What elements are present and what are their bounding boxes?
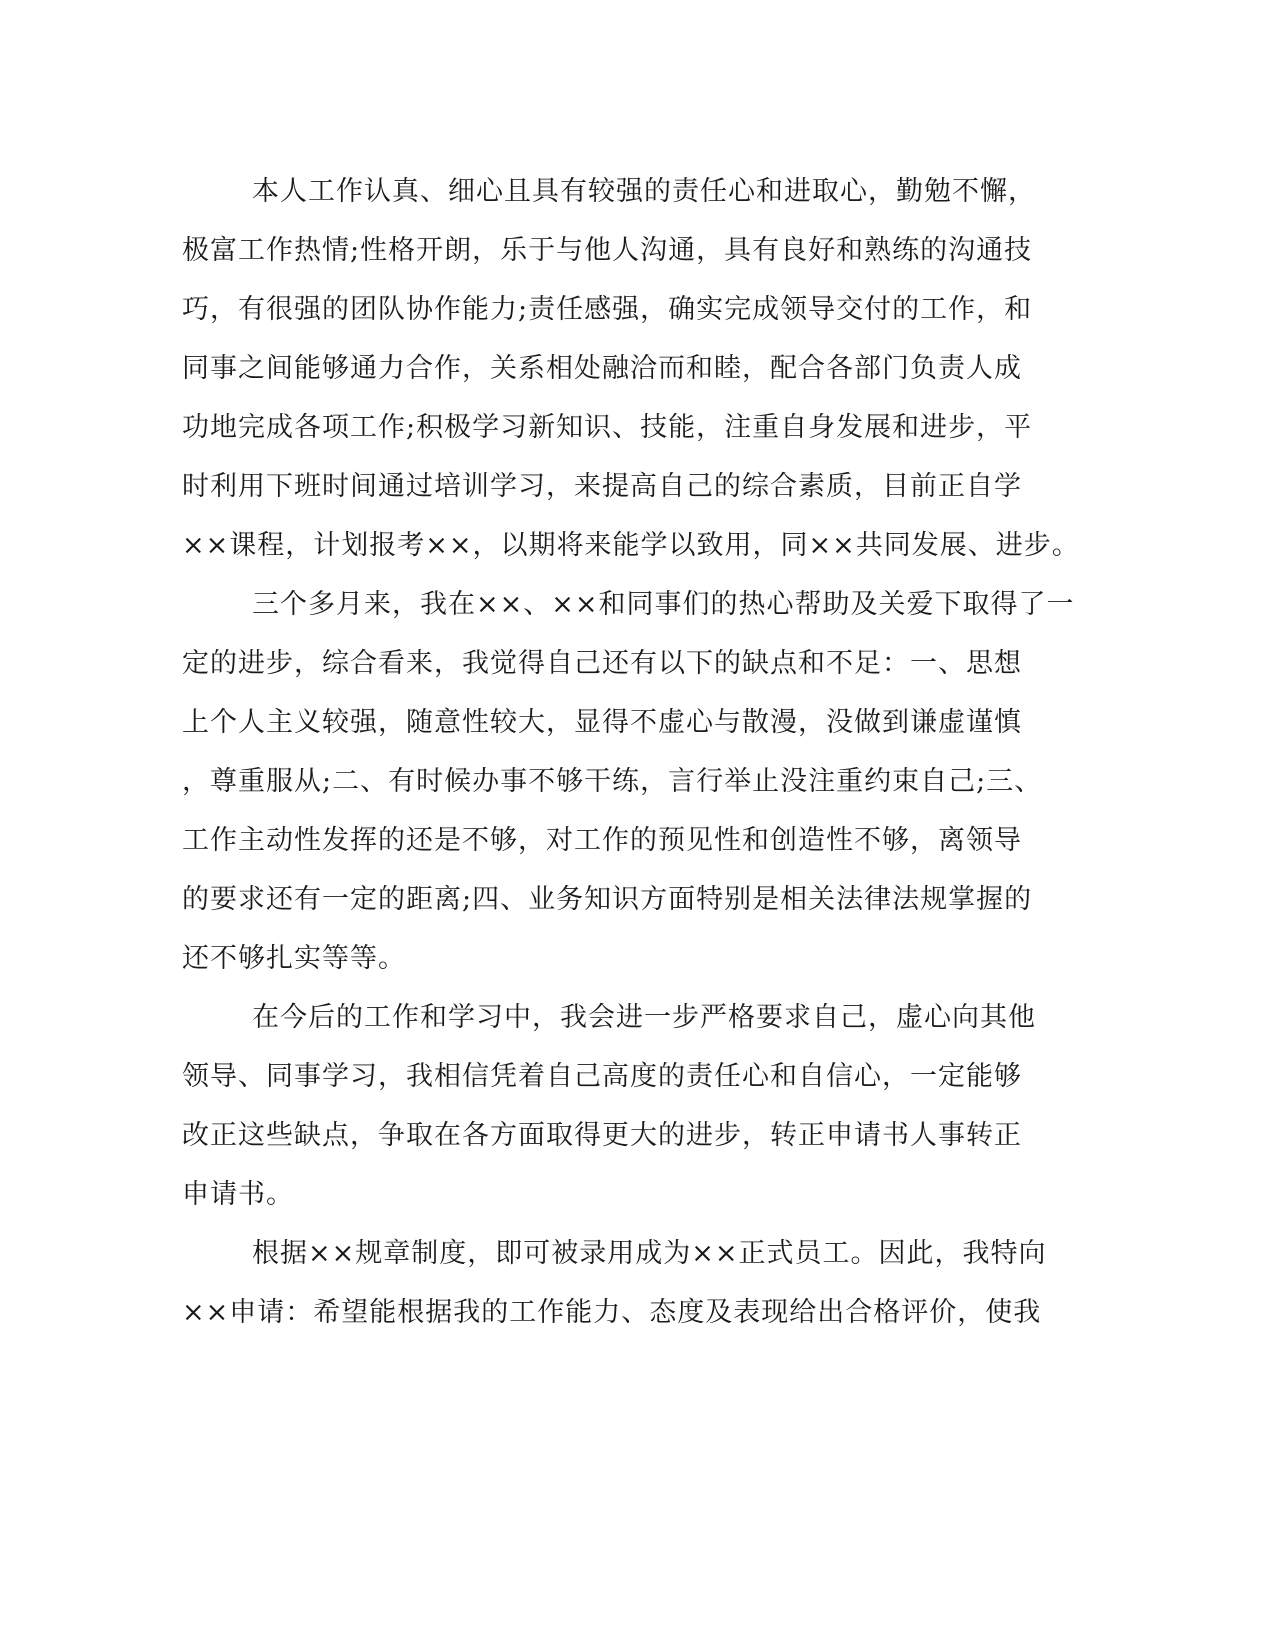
- paragraph-3-line-4: 申请书。: [182, 1179, 294, 1210]
- paragraph-1-line-7: ××课程，计划报考××，以期将来能学以致用，同××共同发展、进步。: [182, 530, 1080, 561]
- paragraph-2-line-3: 上个人主义较强，随意性较大，显得不虚心与散漫，没做到谦虚谨慎: [182, 707, 1022, 738]
- paragraph-4-line-1: 根据××规章制度，即可被录用成为××正式员工。因此，我特向: [252, 1238, 1047, 1269]
- paragraph-1-line-4: 同事之间能够通力合作，关系相处融洽而和睦，配合各部门负责人成: [182, 353, 1022, 384]
- paragraph-1-line-1: 本人工作认真、细心且具有较强的责任心和进取心，勤勉不懈，: [252, 176, 1036, 207]
- paragraph-3-line-2: 领导、同事学习，我相信凭着自己高度的责任心和自信心，一定能够: [182, 1061, 1022, 1092]
- paragraph-2-line-2: 定的进步，综合看来，我觉得自己还有以下的缺点和不足：一、思想: [182, 648, 1022, 679]
- paragraph-1-line-5: 功地完成各项工作;积极学习新知识、技能，注重自身发展和进步，平: [182, 412, 1033, 443]
- paragraph-1-line-3: 巧，有很强的团队协作能力;责任感强，确实完成领导交付的工作，和: [182, 294, 1033, 325]
- paragraph-2-line-4: ，尊重服从;二、有时候办事不够干练，言行举止没注重约束自己;三、: [182, 766, 1043, 797]
- paragraph-2-line-6: 的要求还有一定的距离;四、业务知识方面特别是相关法律法规掌握的: [182, 884, 1033, 915]
- paragraph-3-line-3: 改正这些缺点，争取在各方面取得更大的进步，转正申请书人事转正: [182, 1120, 1022, 1151]
- document-body: [182, 162, 1080, 1342]
- paragraph-1-line-2: 极富工作热情;性格开朗，乐于与他人沟通，具有良好和熟练的沟通技: [182, 235, 1033, 266]
- paragraph-2-line-7: 还不够扎实等等。: [182, 943, 406, 974]
- paragraph-1-line-6: 时利用下班时间通过培训学习，来提高自己的综合素质，目前正自学: [182, 471, 1022, 502]
- paragraph-2-line-1: 三个多月来，我在××、××和同事们的热心帮助及关爱下取得了一: [252, 589, 1075, 620]
- paragraph-2-line-5: 工作主动性发挥的还是不够，对工作的预见性和创造性不够，离领导: [182, 825, 1022, 856]
- paragraph-4-line-2: ××申请：希望能根据我的工作能力、态度及表现给出合格评价，使我: [182, 1297, 1042, 1328]
- paragraph-3-line-1: 在今后的工作和学习中，我会进一步严格要求自己，虚心向其他: [252, 1002, 1036, 1033]
